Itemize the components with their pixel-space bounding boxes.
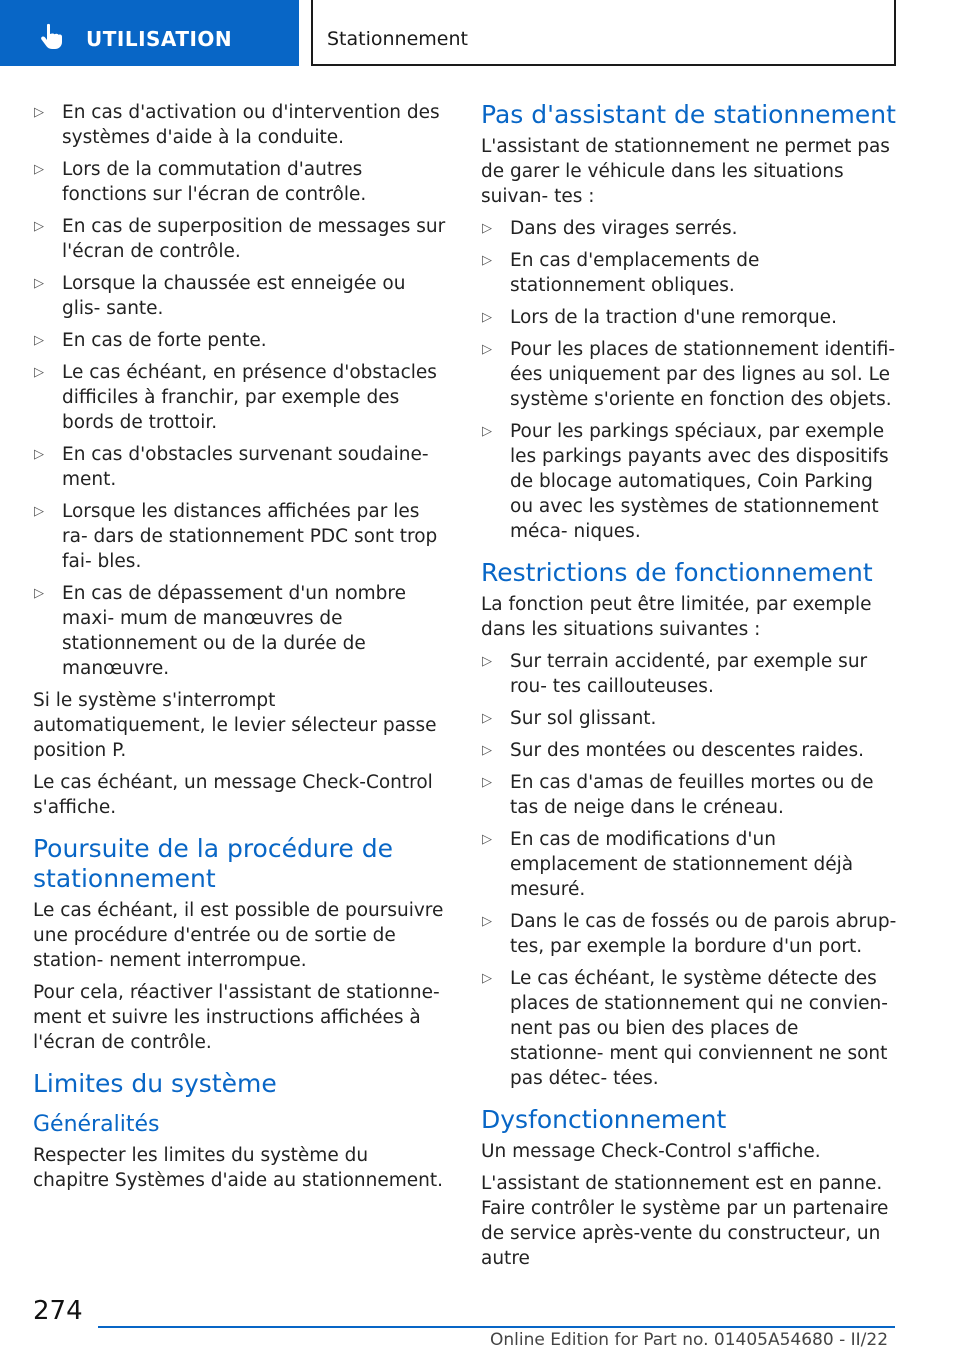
list-item: ▷ En cas de superposition de messages sur l'écran de contrôle. [33, 214, 448, 264]
list-item: ▷ Sur sol glissant. [481, 706, 897, 731]
page-header [0, 0, 960, 66]
paragraph: Un message Check-Control s'affiche. [481, 1141, 821, 1162]
heading-system-limits: Limites du système [33, 1069, 277, 1098]
paragraph: L'assistant de stationnement ne permet pas de garer le véhicule dans les situations suivan- tes : [481, 136, 890, 207]
list-item: ▷ Lors de la commutation d'autres fonctions sur l'écran de contrôle. [33, 157, 448, 207]
list-item: ▷ Pour les places de stationnement identifi- ées uniquement par des lignes au sol. Le système s'oriente en fonction des objets. [481, 337, 897, 412]
list-item: ▷ En cas d'obstacles survenant soudaine- ment. [33, 442, 448, 492]
subheading-general: Généralités [33, 1112, 160, 1137]
list-item: ▷ En cas d'activation ou d'intervention des systèmes d'aide à la conduite. [33, 100, 448, 150]
list-item: ▷ Lorsque la chaussée est enneigée ou glis- sante. [33, 271, 448, 321]
list-item: ▷ Lorsque les distances affichées par les ra- dars de stationnement PDC sont trop fai- bles. [33, 499, 448, 574]
section-tab[interactable] [311, 0, 896, 66]
list-item: ▷ Dans le cas de fossés ou de parois abrup- tes, par exemple la bordure d'un port. [481, 909, 897, 959]
paragraph: Si le système s'interrompt automatiquement, le levier sélecteur passe position P. [33, 690, 437, 761]
footer-divider [98, 1326, 895, 1328]
heading-function-restrictions: Restrictions de fonctionnement [481, 558, 873, 587]
list-item: ▷ Le cas échéant, le système détecte des places de stationnement qui ne convien- nent pas ou bien des places de stationne- ment qui conviennent ne sont pas détec- tées. [481, 966, 897, 1091]
hand-pointer-icon [36, 21, 66, 51]
list-item: ▷ Dans des virages serrés. [481, 216, 897, 241]
list-item: ▷ En cas de forte pente. [33, 328, 448, 353]
paragraph: L'assistant de stationnement est en panne. Faire contrôler le système par un partenaire de service après-vente du constructeur, un autre [481, 1173, 889, 1269]
paragraph: Le cas échéant, il est possible de poursuivre une procédure d'entrée ou de sortie de station- nement interrompue. [33, 900, 444, 971]
chapter-label: UTILISATION [86, 27, 233, 51]
section-label: Stationnement [327, 28, 468, 50]
restriction-list [481, 649, 897, 1091]
list-item: ▷ Lors de la traction d'une remorque. [481, 305, 897, 330]
list-item: ▷ En cas de dépassement d'un nombre maxi- mum de manœuvres de stationnement ou de la durée de manœuvre. [33, 581, 448, 681]
right-column [481, 100, 897, 1278]
list-item: ▷ Pour les parkings spéciaux, par exemple les parkings payants avec des dispositifs de blocage automatiques, Coin Parking ou avec les systèmes de stationnement méca- niques. [481, 419, 897, 544]
unsupported-situations-list [481, 216, 897, 544]
page-number: 274 [33, 1296, 83, 1326]
paragraph: Pour cela, réactiver l'assistant de stationne- ment et suivre les instructions affichées à l'écran de contrôle. [33, 982, 440, 1053]
paragraph: Respecter les limites du système du chapitre Systèmes d'aide au stationnement. [33, 1145, 444, 1191]
list-item: ▷ En cas d'amas de feuilles mortes ou de tas de neige dans le créneau. [481, 770, 897, 820]
heading-malfunction: Dysfonctionnement [481, 1105, 727, 1134]
edition-text: Online Edition for Part no. 01405A54680 - II/22 [490, 1330, 889, 1350]
heading-no-parking-assistant: Pas d'assistant de stationnement [481, 100, 896, 129]
paragraph: Le cas échéant, un message Check-Control s'affiche. [33, 772, 433, 818]
list-item: ▷ En cas d'emplacements de stationnement obliques. [481, 248, 897, 298]
paragraph: La fonction peut être limitée, par exemple dans les situations suivantes : [481, 594, 872, 640]
left-column [33, 100, 448, 1200]
heading-continue-parking: Poursuite de la procédure de stationnement [33, 834, 393, 893]
interruption-list [33, 100, 448, 681]
list-item: ▷ Le cas échéant, en présence d'obstacles difficiles à franchir, par exemple des bords de trottoir. [33, 360, 448, 435]
list-item: ▷ En cas de modifications d'un emplacement de stationnement déjà mesuré. [481, 827, 897, 902]
list-item: ▷ Sur des montées ou descentes raides. [481, 738, 897, 763]
list-item: ▷ Sur terrain accidenté, par exemple sur rou- tes caillouteuses. [481, 649, 897, 699]
chapter-tab[interactable] [0, 0, 299, 66]
